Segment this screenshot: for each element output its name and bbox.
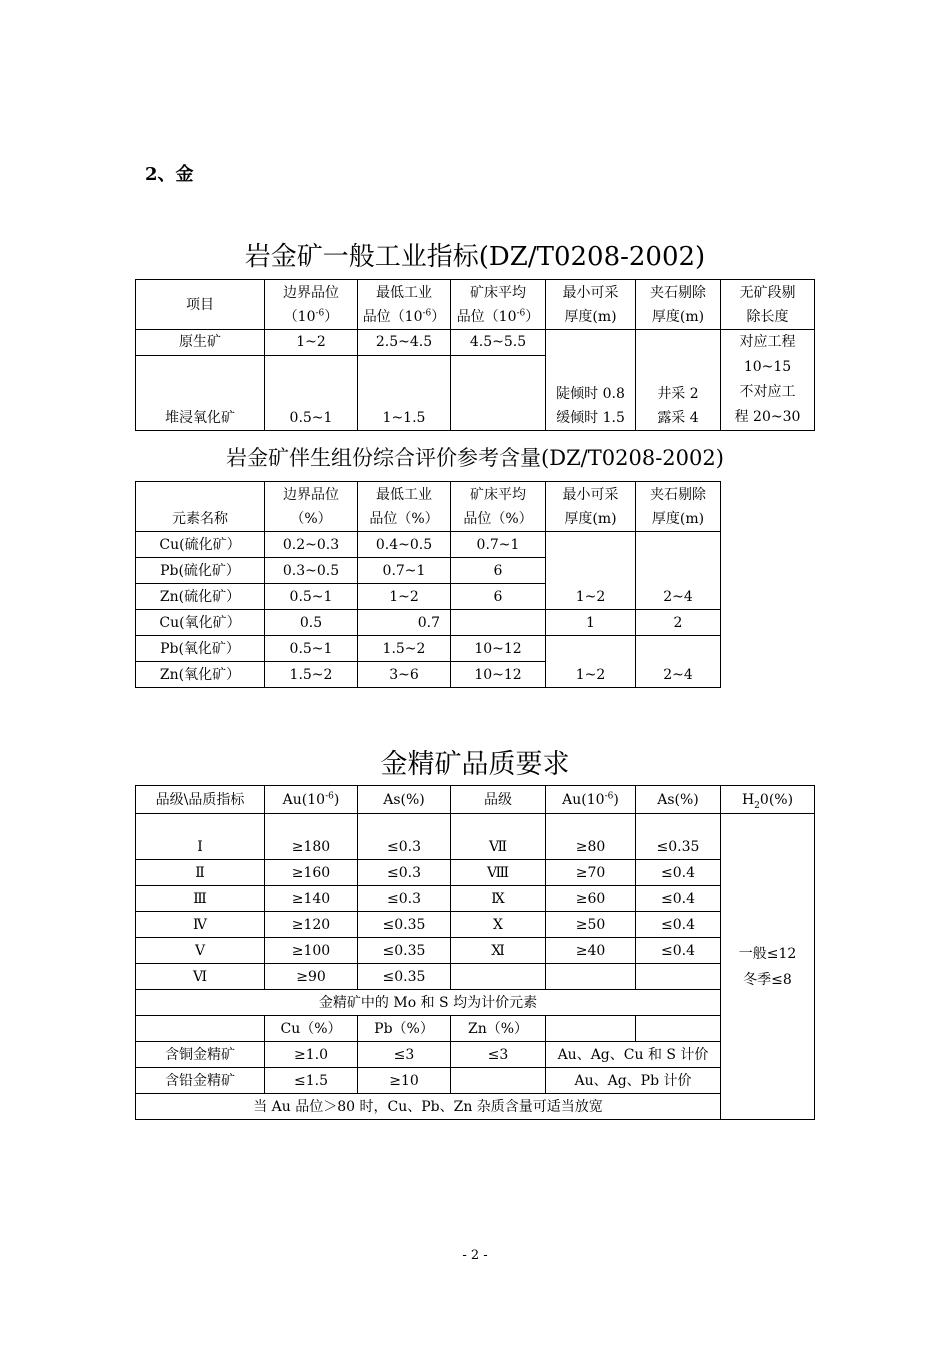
table-cell — [451, 964, 546, 990]
table-cell: 0.5~1 — [265, 636, 358, 662]
table-cell: Ⅸ — [451, 886, 546, 912]
table-row: Ⅱ — [136, 860, 265, 886]
header-au2: $Au(10^{-6})$ — [546, 786, 636, 814]
table-cell: ≥180 — [265, 814, 358, 860]
section-heading: 2、金 — [145, 164, 194, 185]
header-avg-grade: 矿床平均 品位（%） — [451, 482, 546, 532]
table-cell: ≥40 — [546, 938, 636, 964]
sulfide-waste-thickness: 2~4 — [636, 532, 721, 610]
no-ore-length-cell: 对应工程 10~15 不对应工 程 20~30 — [721, 330, 815, 431]
table-cell: 10~12 — [451, 662, 546, 688]
header-min-thickness: 最小可采 厚度(m) — [546, 482, 636, 532]
row-heap-leach-name: 堆浸氧化矿 — [136, 355, 265, 431]
table-cell: 0.7 — [358, 610, 451, 636]
table-cell: 6 — [451, 558, 546, 584]
oxide-min-thickness: 1~2 — [546, 636, 636, 688]
table-cell: ≥1.0 — [265, 1042, 358, 1068]
table2-title: 岩金矿伴生组份综合评价参考含量(DZ/T0208-2002) — [226, 446, 724, 470]
row-primary-ore-min: 2.5~4.5 — [358, 330, 451, 356]
table-cell: ≤0.4 — [636, 938, 721, 964]
table-cell: 0.5~1 — [265, 584, 358, 610]
header-as: As(%) — [358, 786, 451, 814]
header-no-ore-length: 无矿段剔 除长度 — [721, 280, 815, 330]
table-cell: 0.7~1 — [358, 558, 451, 584]
header-h2o: $H_20(\%)$ — [721, 786, 815, 814]
table-row: Pb(氧化矿） — [136, 636, 265, 662]
table-cell: ≤0.3 — [358, 886, 451, 912]
table-cell: ≥160 — [265, 860, 358, 886]
header-as2: As(%) — [636, 786, 721, 814]
table-cell: ≤0.3 — [358, 814, 451, 860]
table-cell: Ⅺ — [451, 938, 546, 964]
cu-concentrate-pricing: Au、Ag、Cu 和 S 计价 — [546, 1042, 721, 1068]
table-cell: ≥90 — [265, 964, 358, 990]
pb-concentrate-name: 含铅金精矿 — [136, 1068, 265, 1094]
row-primary-ore-name: 原生矿 — [136, 330, 265, 356]
table-cell: ≤0.4 — [636, 912, 721, 938]
table-row: Ⅰ — [136, 814, 265, 860]
subheader-pb: Pb（%） — [358, 1016, 451, 1042]
table-cell: 0.7~1 — [451, 532, 546, 558]
gold-concentrate-quality-table — [135, 785, 815, 1120]
table-cell: ≥70 — [546, 860, 636, 886]
h2o-requirement: 一般≤12 冬季≤8 — [721, 814, 815, 1120]
header-item: 项目 — [136, 280, 265, 330]
industrial-index-table — [135, 279, 815, 431]
page-number: - 2 - — [462, 1248, 488, 1263]
table-cell: 0.4~0.5 — [358, 532, 451, 558]
cu-concentrate-name: 含铜金精矿 — [136, 1042, 265, 1068]
row-primary-ore-avg: 4.5~5.5 — [451, 330, 546, 356]
row-heap-leach-edge: 0.5~1 — [265, 355, 358, 431]
table3-title: 金精矿品质要求 — [380, 749, 570, 780]
table-cell: ≤0.35 — [358, 938, 451, 964]
header-grade2: 品级 — [451, 786, 546, 814]
table-cell — [136, 1016, 265, 1042]
table-cell: 10~12 — [451, 636, 546, 662]
header-au: $Au(10^{-6})$ — [265, 786, 358, 814]
table-cell: 1.5~2 — [358, 636, 451, 662]
table1-title: 岩金矿一般工业指标(DZ/T0208-2002) — [244, 242, 706, 272]
table-cell — [636, 1016, 721, 1042]
table-row: Cu(硫化矿） — [136, 532, 265, 558]
table-cell: ≥50 — [546, 912, 636, 938]
table-cell — [546, 964, 636, 990]
table-cell: ≤0.4 — [636, 860, 721, 886]
row-primary-ore-edge: 1~2 — [265, 330, 358, 356]
table-row: Pb(硫化矿） — [136, 558, 265, 584]
table-cell: Ⅶ — [451, 814, 546, 860]
table-cell — [546, 1016, 636, 1042]
table-cell: ≥80 — [546, 814, 636, 860]
waste-thickness-cell: 井采 2 露采 4 — [636, 330, 721, 431]
header-waste-thickness: 夹石剔除 厚度(m) — [636, 482, 721, 532]
table-cell — [636, 964, 721, 990]
table-cell — [451, 610, 546, 636]
header-waste-thickness: 夹石剔除 厚度(m) — [636, 280, 721, 330]
table-cell: 1~2 — [358, 584, 451, 610]
table-row: Ⅴ — [136, 938, 265, 964]
table-cell: ≥100 — [265, 938, 358, 964]
table-cell: 0.5 — [265, 610, 358, 636]
table-cell: ≤0.35 — [358, 964, 451, 990]
table-row: Ⅵ — [136, 964, 265, 990]
impurity-relax-note: 当 Au 品位＞80 时，Cu、Pb、Zn 杂质含量可适当放宽 — [136, 1094, 721, 1120]
table-cell: ≤3 — [358, 1042, 451, 1068]
table-row: Zn(硫化矿） — [136, 584, 265, 610]
header-element-name: 元素名称 — [136, 482, 265, 532]
header-avg-grade: 矿床平均 品位$(10^{-6})$ — [451, 280, 546, 330]
min-thickness-cell: 陡倾时 0.8 缓倾时 1.5 — [546, 330, 636, 431]
header-min-grade: 最低工业 品位$(10^{-6})$ — [358, 280, 451, 330]
table-cell: 3~6 — [358, 662, 451, 688]
header-min-grade: 最低工业 品位（%） — [358, 482, 451, 532]
row-heap-leach-avg — [451, 355, 546, 431]
table-cell: 6 — [451, 584, 546, 610]
oxide-waste-thickness: 2~4 — [636, 636, 721, 688]
header-grade-index: 品级\品质指标 — [136, 786, 265, 814]
cu-oxide-waste-thickness: 2 — [636, 610, 721, 636]
table-row: Ⅳ — [136, 912, 265, 938]
table-cell: ≤3 — [451, 1042, 546, 1068]
table-cell: 0.2~0.3 — [265, 532, 358, 558]
table-cell: ≤0.35 — [358, 912, 451, 938]
pb-concentrate-pricing: Au、Ag、Pb 计价 — [546, 1068, 721, 1094]
header-edge-grade: 边界品位 （%） — [265, 482, 358, 532]
table-cell: Ⅹ — [451, 912, 546, 938]
subheader-cu: Cu（%） — [265, 1016, 358, 1042]
sulfide-min-thickness: 1~2 — [546, 532, 636, 610]
table-row: Zn(氧化矿） — [136, 662, 265, 688]
header-min-thickness: 最小可采 厚度(m) — [546, 280, 636, 330]
table-cell: ≥60 — [546, 886, 636, 912]
table-cell: ≥120 — [265, 912, 358, 938]
table-cell — [451, 1068, 546, 1094]
table-row: Ⅲ — [136, 886, 265, 912]
subheader-zn: Zn（%） — [451, 1016, 546, 1042]
table-cell: ≤0.35 — [636, 814, 721, 860]
table-cell: ≤0.4 — [636, 886, 721, 912]
pricing-note-mo-s: 金精矿中的 Mo 和 S 均为计价元素 — [136, 990, 721, 1016]
cu-oxide-min-thickness: 1 — [546, 610, 636, 636]
table-cell: Ⅷ — [451, 860, 546, 886]
associated-component-table — [135, 481, 721, 688]
table-cell: ≤1.5 — [265, 1068, 358, 1094]
table-cell: ≤0.3 — [358, 860, 451, 886]
row-heap-leach-min: 1~1.5 — [358, 355, 451, 431]
table-cell: ≥10 — [358, 1068, 451, 1094]
table-row: Cu(氧化矿） — [136, 610, 265, 636]
table-cell: ≥140 — [265, 886, 358, 912]
table-cell: 0.3~0.5 — [265, 558, 358, 584]
table-cell: 1.5~2 — [265, 662, 358, 688]
header-edge-grade: 边界品位 $(10^{-6})$ — [265, 280, 358, 330]
